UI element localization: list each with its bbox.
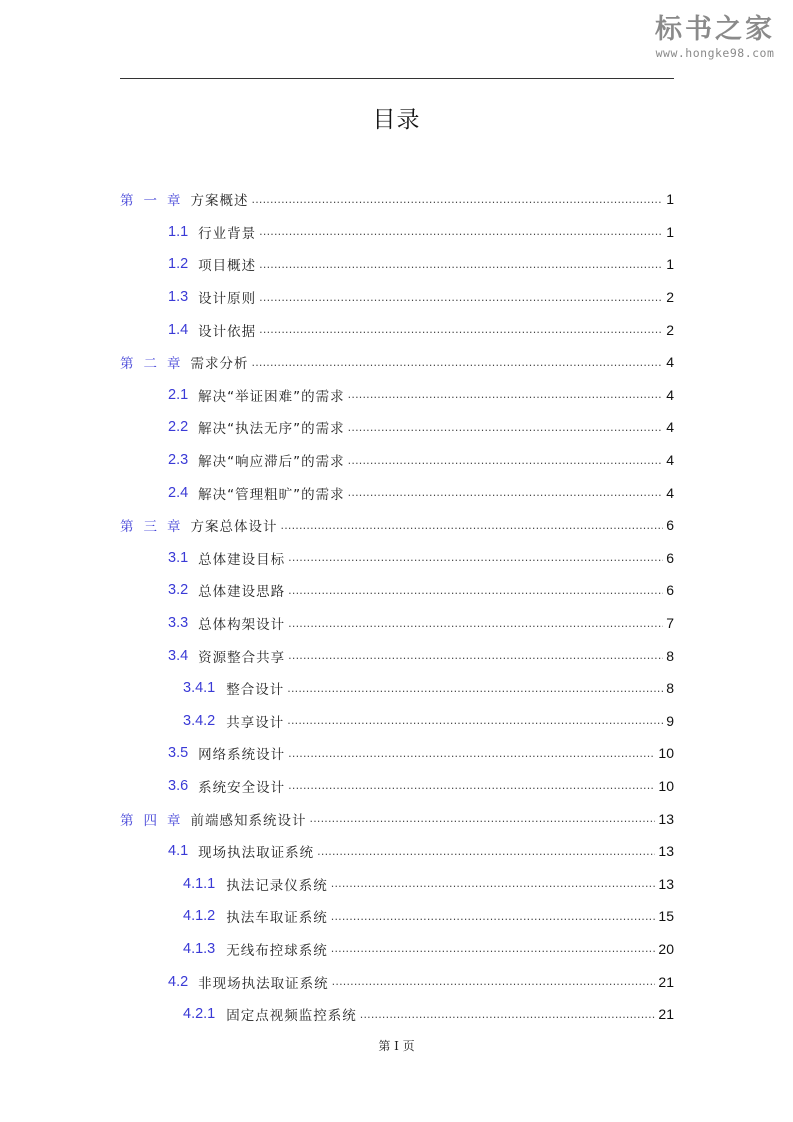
toc-entry-number: 3.6: [168, 777, 189, 794]
toc-entry-page: 10: [658, 777, 674, 794]
toc-entry-title: 共享设计: [226, 714, 285, 731]
toc-entry-title: 总体构架设计: [198, 617, 286, 634]
toc-entry-page: 20: [658, 940, 674, 957]
toc-entry-title: 资源整合共享: [198, 649, 286, 666]
toc-leader-dots: [331, 910, 656, 923]
toc-leader-dots: [348, 388, 664, 401]
toc-entry-page: 21: [658, 973, 674, 990]
toc-entry-title: 固定点视频监控系统: [226, 1008, 357, 1025]
toc-entry-page: 13: [658, 810, 674, 827]
toc-entry[interactable]: [120, 444, 674, 477]
toc-entry-page: 4: [666, 452, 674, 469]
toc-entry-number: 4.2: [168, 973, 189, 990]
toc-entry-page: 4: [666, 386, 674, 403]
toc-leader-dots: [288, 617, 663, 630]
brand-logo-url: www.hongke98.com: [655, 46, 775, 60]
toc-entry-page: 6: [666, 549, 674, 566]
toc-entry-page: 6: [666, 582, 674, 599]
toc-entry-page: 2: [666, 289, 674, 306]
toc-entry[interactable]: [120, 281, 674, 314]
toc-entry-number: 4.1.1: [183, 875, 216, 892]
toc-entry-number: 3.3: [168, 615, 189, 632]
toc-entry[interactable]: [120, 476, 674, 509]
toc-entry-page: 13: [658, 875, 674, 892]
toc-entry-page: 10: [658, 745, 674, 762]
toc-entry-title: 行业背景: [198, 225, 257, 242]
toc-entry-title: 无线布控球系统: [226, 942, 328, 959]
toc-entry[interactable]: [120, 770, 674, 803]
toc-leader-dots: [287, 682, 663, 695]
toc-entry-title: 需求分析: [190, 356, 249, 373]
toc-leader-dots: [287, 714, 663, 727]
toc-entry-number: 4.1: [168, 843, 189, 860]
toc-entry[interactable]: [120, 737, 674, 770]
toc-entry-title: 网络系统设计: [198, 747, 286, 764]
toc-leader-dots: [310, 812, 656, 825]
toc-leader-dots: [259, 225, 663, 238]
toc-entry[interactable]: [120, 900, 674, 933]
toc-entry[interactable]: [120, 509, 674, 542]
toc-entry-number: 3.1: [168, 549, 189, 566]
toc-entry-number: 3.4.2: [183, 712, 216, 729]
toc-entry[interactable]: [120, 183, 674, 216]
toc-entry-title: 方案概述: [190, 193, 249, 210]
toc-entry-page: 21: [658, 1006, 674, 1023]
toc-entry-page: 13: [658, 843, 674, 860]
toc-entry[interactable]: [120, 542, 674, 575]
toc-entry-number: 1.4: [168, 321, 189, 338]
toc-entry-number: 4.1.3: [183, 940, 216, 957]
toc-entry-number: 第一章: [120, 193, 191, 210]
brand-logo-cn: 标书之家: [655, 14, 775, 45]
toc-entry[interactable]: [120, 867, 674, 900]
toc-entry-page: 1: [666, 256, 674, 273]
toc-entry-page: 4: [666, 354, 674, 371]
toc-entry[interactable]: [120, 998, 674, 1031]
toc-leader-dots: [331, 877, 656, 890]
toc-entry-page: 1: [666, 191, 674, 208]
page-footer: 第 I 页: [378, 1039, 415, 1053]
toc-entry[interactable]: [120, 411, 674, 444]
toc-leader-dots: [348, 421, 664, 434]
toc-leader-dots: [332, 975, 656, 988]
toc-entry-title: 整合设计: [226, 682, 285, 699]
toc-entry-title: 解决“举证困难”的需求: [198, 388, 345, 405]
toc-entry[interactable]: [120, 933, 674, 966]
toc-entry-title: 解决“执法无序”的需求: [198, 421, 345, 438]
toc-entry-number: 2.2: [168, 419, 189, 436]
toc-entry-page: 6: [666, 517, 674, 534]
toc-entry-title: 设计依据: [198, 323, 257, 340]
toc-leader-dots: [252, 193, 664, 206]
toc-entry-page: 2: [666, 321, 674, 338]
toc-entry[interactable]: [120, 802, 674, 835]
toc-entry[interactable]: [120, 248, 674, 281]
toc-leader-dots: [252, 356, 664, 369]
toc-leader-dots: [259, 323, 663, 336]
toc-entry-page: 9: [666, 712, 674, 729]
toc-leader-dots: [281, 519, 664, 532]
toc-leader-dots: [348, 486, 664, 499]
toc-entry-number: 3.5: [168, 745, 189, 762]
toc-leader-dots: [288, 779, 655, 792]
toc-entry-title: 非现场执法取证系统: [198, 975, 329, 992]
toc-entry[interactable]: [120, 607, 674, 640]
toc-entry-number: 2.3: [168, 452, 189, 469]
toc-entry[interactable]: [120, 346, 674, 379]
toc-entry-number: 第三章: [120, 519, 191, 536]
toc-leader-dots: [259, 258, 663, 271]
toc-entry-number: 3.4: [168, 647, 189, 664]
toc-entry-title: 系统安全设计: [198, 779, 286, 796]
toc-leader-dots: [360, 1008, 656, 1021]
toc-entry-page: 4: [666, 484, 674, 501]
toc-entry[interactable]: [120, 574, 674, 607]
toc-leader-dots: [259, 291, 663, 304]
toc-entry-page: 15: [658, 908, 674, 925]
toc-entry-number: 1.2: [168, 256, 189, 273]
toc-entry-number: 2.1: [168, 386, 189, 403]
toc-entry-title: 设计原则: [198, 291, 257, 308]
toc-entry-number: 2.4: [168, 484, 189, 501]
toc-entry-title: 执法车取证系统: [226, 910, 328, 927]
toc-entry-number: 第四章: [120, 812, 191, 829]
toc-entry[interactable]: [120, 965, 674, 998]
toc-entry[interactable]: [120, 639, 674, 672]
toc-entry-title: 总体建设思路: [198, 584, 286, 601]
toc-entry-title: 执法记录仪系统: [226, 877, 328, 894]
toc-entry-page: 7: [666, 615, 674, 632]
toc-entry-page: 8: [666, 647, 674, 664]
toc-entry-title: 项目概述: [198, 258, 257, 275]
toc-entry-number: 4.2.1: [183, 1006, 216, 1023]
toc-leader-dots: [288, 584, 663, 597]
toc-leader-dots: [288, 747, 655, 760]
toc-entry-page: 1: [666, 223, 674, 240]
toc-entry[interactable]: [120, 705, 674, 738]
toc-entry-number: 3.4.1: [183, 680, 216, 697]
toc-entry[interactable]: [120, 313, 674, 346]
toc-leader-dots: [348, 454, 664, 467]
toc-entry-number: 4.1.2: [183, 908, 216, 925]
table-of-contents: [120, 183, 674, 1030]
toc-entry-number: 3.2: [168, 582, 189, 599]
toc-entry-title: 总体建设目标: [198, 551, 286, 568]
toc-leader-dots: [288, 551, 663, 564]
toc-entry-title: 解决“响应滞后”的需求: [198, 454, 345, 471]
toc-entry[interactable]: [120, 379, 674, 412]
toc-entry-page: 4: [666, 419, 674, 436]
brand-logo: [645, 14, 785, 60]
toc-entry[interactable]: [120, 216, 674, 249]
toc-leader-dots: [288, 649, 663, 662]
toc-entry-title: 方案总体设计: [190, 519, 278, 536]
toc-entry-number: 1.3: [168, 289, 189, 306]
toc-leader-dots: [331, 942, 656, 955]
toc-entry[interactable]: [120, 835, 674, 868]
toc-entry[interactable]: [120, 672, 674, 705]
page-title: 目录: [372, 107, 421, 133]
toc-entry-page: 8: [666, 680, 674, 697]
toc-entry-title: 前端感知系统设计: [190, 812, 307, 829]
toc-entry-number: 1.1: [168, 223, 189, 240]
toc-entry-title: 解决“管理粗旷”的需求: [198, 486, 345, 503]
toc-entry-number: 第二章: [120, 356, 191, 373]
header-rule: [120, 78, 674, 79]
toc-leader-dots: [317, 845, 655, 858]
toc-entry-title: 现场执法取证系统: [198, 845, 315, 862]
